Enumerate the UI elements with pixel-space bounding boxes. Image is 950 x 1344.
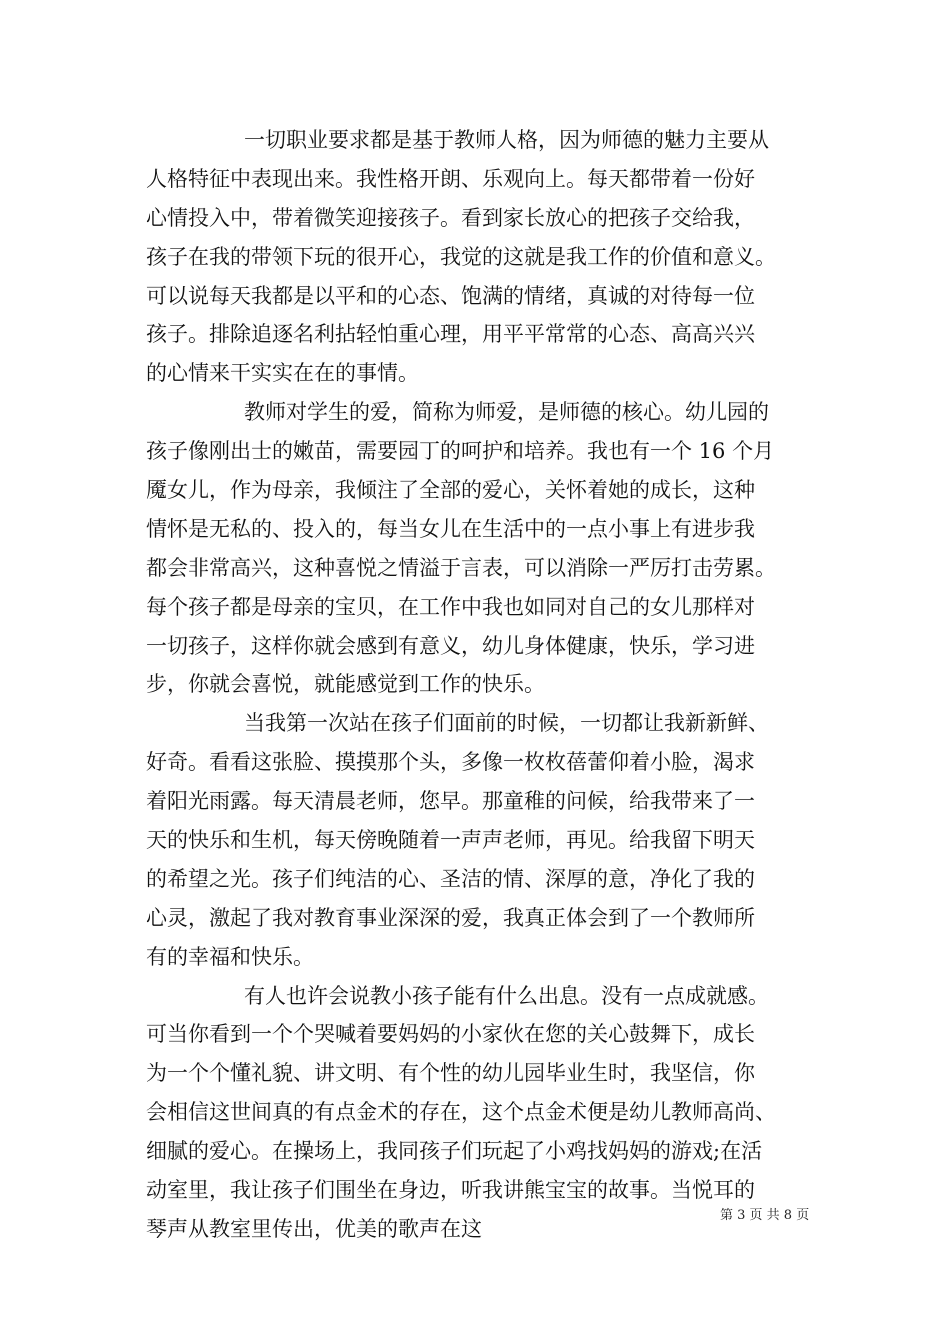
text-line: 心情投入中，带着微笑迎接孩子。看到家长放心的把孩子交给我，: [146, 205, 755, 230]
text-line: 孩子。排除追逐名利拈轻怕重心理，用平平常常的心态、高高兴兴: [146, 322, 755, 347]
text-line: 都会非常高兴，这种喜悦之情溢于言表，可以消除一严厉打击劳累。: [146, 555, 776, 580]
text-line: 步，你就会喜悦，就能感觉到工作的快乐。: [146, 672, 545, 697]
page-number-footer: 第 3 页 共 8 页: [720, 1208, 810, 1223]
text-line: 人格特征中表现出来。我性格开朗、乐观向上。每天都带着一份好: [146, 166, 755, 191]
text-line: 魇女儿，作为母亲，我倾注了全部的爱心，关怀着她的成长，这种: [146, 478, 755, 503]
text-line: 一切孩子，这样你就会感到有意义，幼儿身体健康，快乐，学习进: [146, 633, 755, 658]
text-line: 的希望之光。孩子们纯洁的心、圣洁的情、深厚的意，净化了我的: [146, 866, 755, 891]
text-line: 一切职业要求都是基于教师人格，因为师德的魅力主要从: [244, 128, 769, 152]
text-line: 细腻的爱心。在操场上，我同孩子们玩起了小鸡找妈妈的游戏;在活: [146, 1139, 763, 1164]
text-line: 好奇。看看这张脸、摸摸那个头，多像一枚枚蓓蕾仰着小脸，渴求: [146, 750, 755, 775]
text-line: 可当你看到一个个哭喊着要妈妈的小家伙在您的关心鼓舞下，成长: [146, 1022, 755, 1047]
text-line: 孩子像刚出士的嫩苗，需要园丁的呵护和培养。我也有一个 16 个月: [146, 439, 775, 464]
text-line: 当我第一次站在孩子们面前的时候，一切都让我新新鲜、: [244, 711, 769, 736]
text-line: 天的快乐和生机，每天傍晚随着一声声老师，再见。给我留下明天: [146, 828, 755, 853]
text-line: 孩子在我的带领下玩的很开心，我觉的这就是我工作的价值和意义。: [146, 244, 776, 269]
text-line: 为一个个懂礼貌、讲文明、有个性的幼儿园毕业生时，我坚信，你: [146, 1061, 755, 1086]
text-line: 每个孩子都是母亲的宝贝，在工作中我也如同对自己的女儿那样对: [146, 594, 755, 619]
text-line: 的心情来干实实在在的事情。: [146, 361, 419, 386]
text-line: 教师对学生的爱，简称为师爱，是师德的核心。幼儿园的: [244, 400, 769, 425]
text-line: 情怀是无私的、投入的，每当女儿在生活中的一点小事上有进步我: [146, 516, 755, 541]
text-line: 有的幸福和快乐。: [146, 944, 314, 969]
text-line: 琴声从教室里传出，优美的歌声在这: [146, 1216, 482, 1241]
text-line: 着阳光雨露。每天清晨老师，您早。那童稚的问候，给我带来了一: [146, 789, 755, 814]
text-line: 可以说每天我都是以平和的心态、饱满的情绪，真诚的对待每一位: [146, 283, 755, 308]
text-line: 动室里，我让孩子们围坐在身边，听我讲熊宝宝的故事。当悦耳的: [146, 1178, 755, 1203]
text-line: 心灵，激起了我对教育事业深深的爱，我真正体会到了一个教师所: [146, 905, 755, 930]
body-text: [146, 121, 826, 1249]
text-line: 会相信这世间真的有点金术的存在，这个点金术便是幼儿教师高尚、: [146, 1100, 776, 1125]
text-line: 有人也许会说教小孩子能有什么出息。没有一点成就感。: [244, 983, 769, 1008]
